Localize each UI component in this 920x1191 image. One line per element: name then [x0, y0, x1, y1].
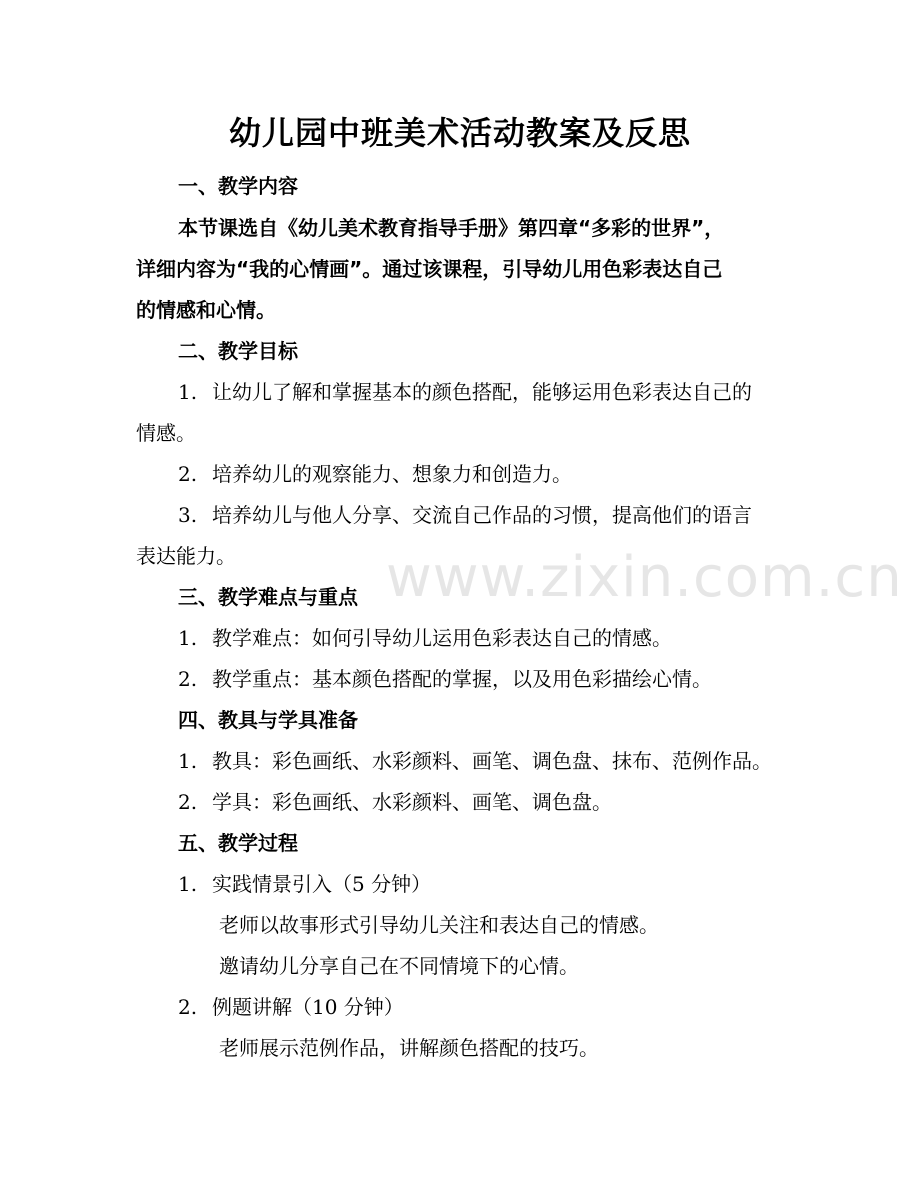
item-text: 例题讲解（10 分钟）: [212, 995, 404, 1019]
item-number: 1.: [178, 626, 198, 650]
item-number: 1.: [178, 749, 198, 773]
item-number: 3.: [178, 503, 198, 527]
objective-item: [178, 501, 752, 529]
objective-item: [178, 460, 572, 488]
objective-item: [178, 378, 752, 406]
objective-item-continuation: 情感。: [136, 421, 196, 445]
materials-item: [178, 788, 612, 816]
content-paragraph-line-2: 详细内容为“我的心情画”。通过该课程，引导幼儿用色彩表达自己: [136, 257, 723, 281]
item-text: 学具：彩色画纸、水彩颜料、画笔、调色盘。: [212, 790, 612, 814]
section-heading-objectives: 二、教学目标: [178, 339, 298, 363]
item-text: 培养幼儿与他人分享、交流自己作品的习惯，提高他们的语言: [212, 503, 752, 527]
section-heading-difficulties: 三、教学难点与重点: [178, 585, 358, 609]
process-substep: 老师展示范例作品，讲解颜色搭配的技巧。: [219, 1036, 599, 1060]
item-text: 教具：彩色画纸、水彩颜料、画笔、调色盘、抹布、范例作品。: [212, 749, 772, 773]
item-number: 2.: [178, 462, 198, 486]
process-step: [178, 870, 431, 898]
process-substep: 邀请幼儿分享自己在不同情境下的心情。: [219, 954, 579, 978]
process-substep: 老师以故事形式引导幼儿关注和表达自己的情感。: [219, 913, 659, 937]
item-number: 2.: [178, 667, 198, 691]
materials-item: [178, 747, 772, 775]
difficulty-item: [178, 665, 712, 693]
process-step: [178, 993, 404, 1021]
item-number: 1.: [178, 872, 198, 896]
item-text: 培养幼儿的观察能力、想象力和创造力。: [212, 462, 572, 486]
watermark: www.zixin.com.cn: [386, 545, 903, 610]
section-heading-content: 一、教学内容: [178, 174, 298, 198]
item-text: 实践情景引入（5 分钟）: [212, 872, 432, 896]
section-heading-materials: 四、教具与学具准备: [178, 708, 358, 732]
item-text: 教学重点：基本颜色搭配的掌握，以及用色彩描绘心情。: [212, 667, 712, 691]
section-heading-process: 五、教学过程: [178, 831, 298, 855]
item-number: 2.: [178, 995, 198, 1019]
content-paragraph-line-3: 的情感和心情。: [136, 298, 276, 322]
item-text: 教学难点：如何引导幼儿运用色彩表达自己的情感。: [212, 626, 672, 650]
difficulty-item: [178, 624, 672, 652]
item-text: 让幼儿了解和掌握基本的颜色搭配，能够运用色彩表达自己的: [212, 380, 752, 404]
item-number: 1.: [178, 380, 198, 404]
objective-item-continuation: 表达能力。: [136, 544, 236, 568]
document-title: 幼儿园中班美术活动教案及反思: [228, 114, 691, 152]
content-paragraph-line-1: 本节课选自《幼儿美术教育指导手册》第四章“多彩的世界”，: [178, 216, 725, 240]
item-number: 2.: [178, 790, 198, 814]
